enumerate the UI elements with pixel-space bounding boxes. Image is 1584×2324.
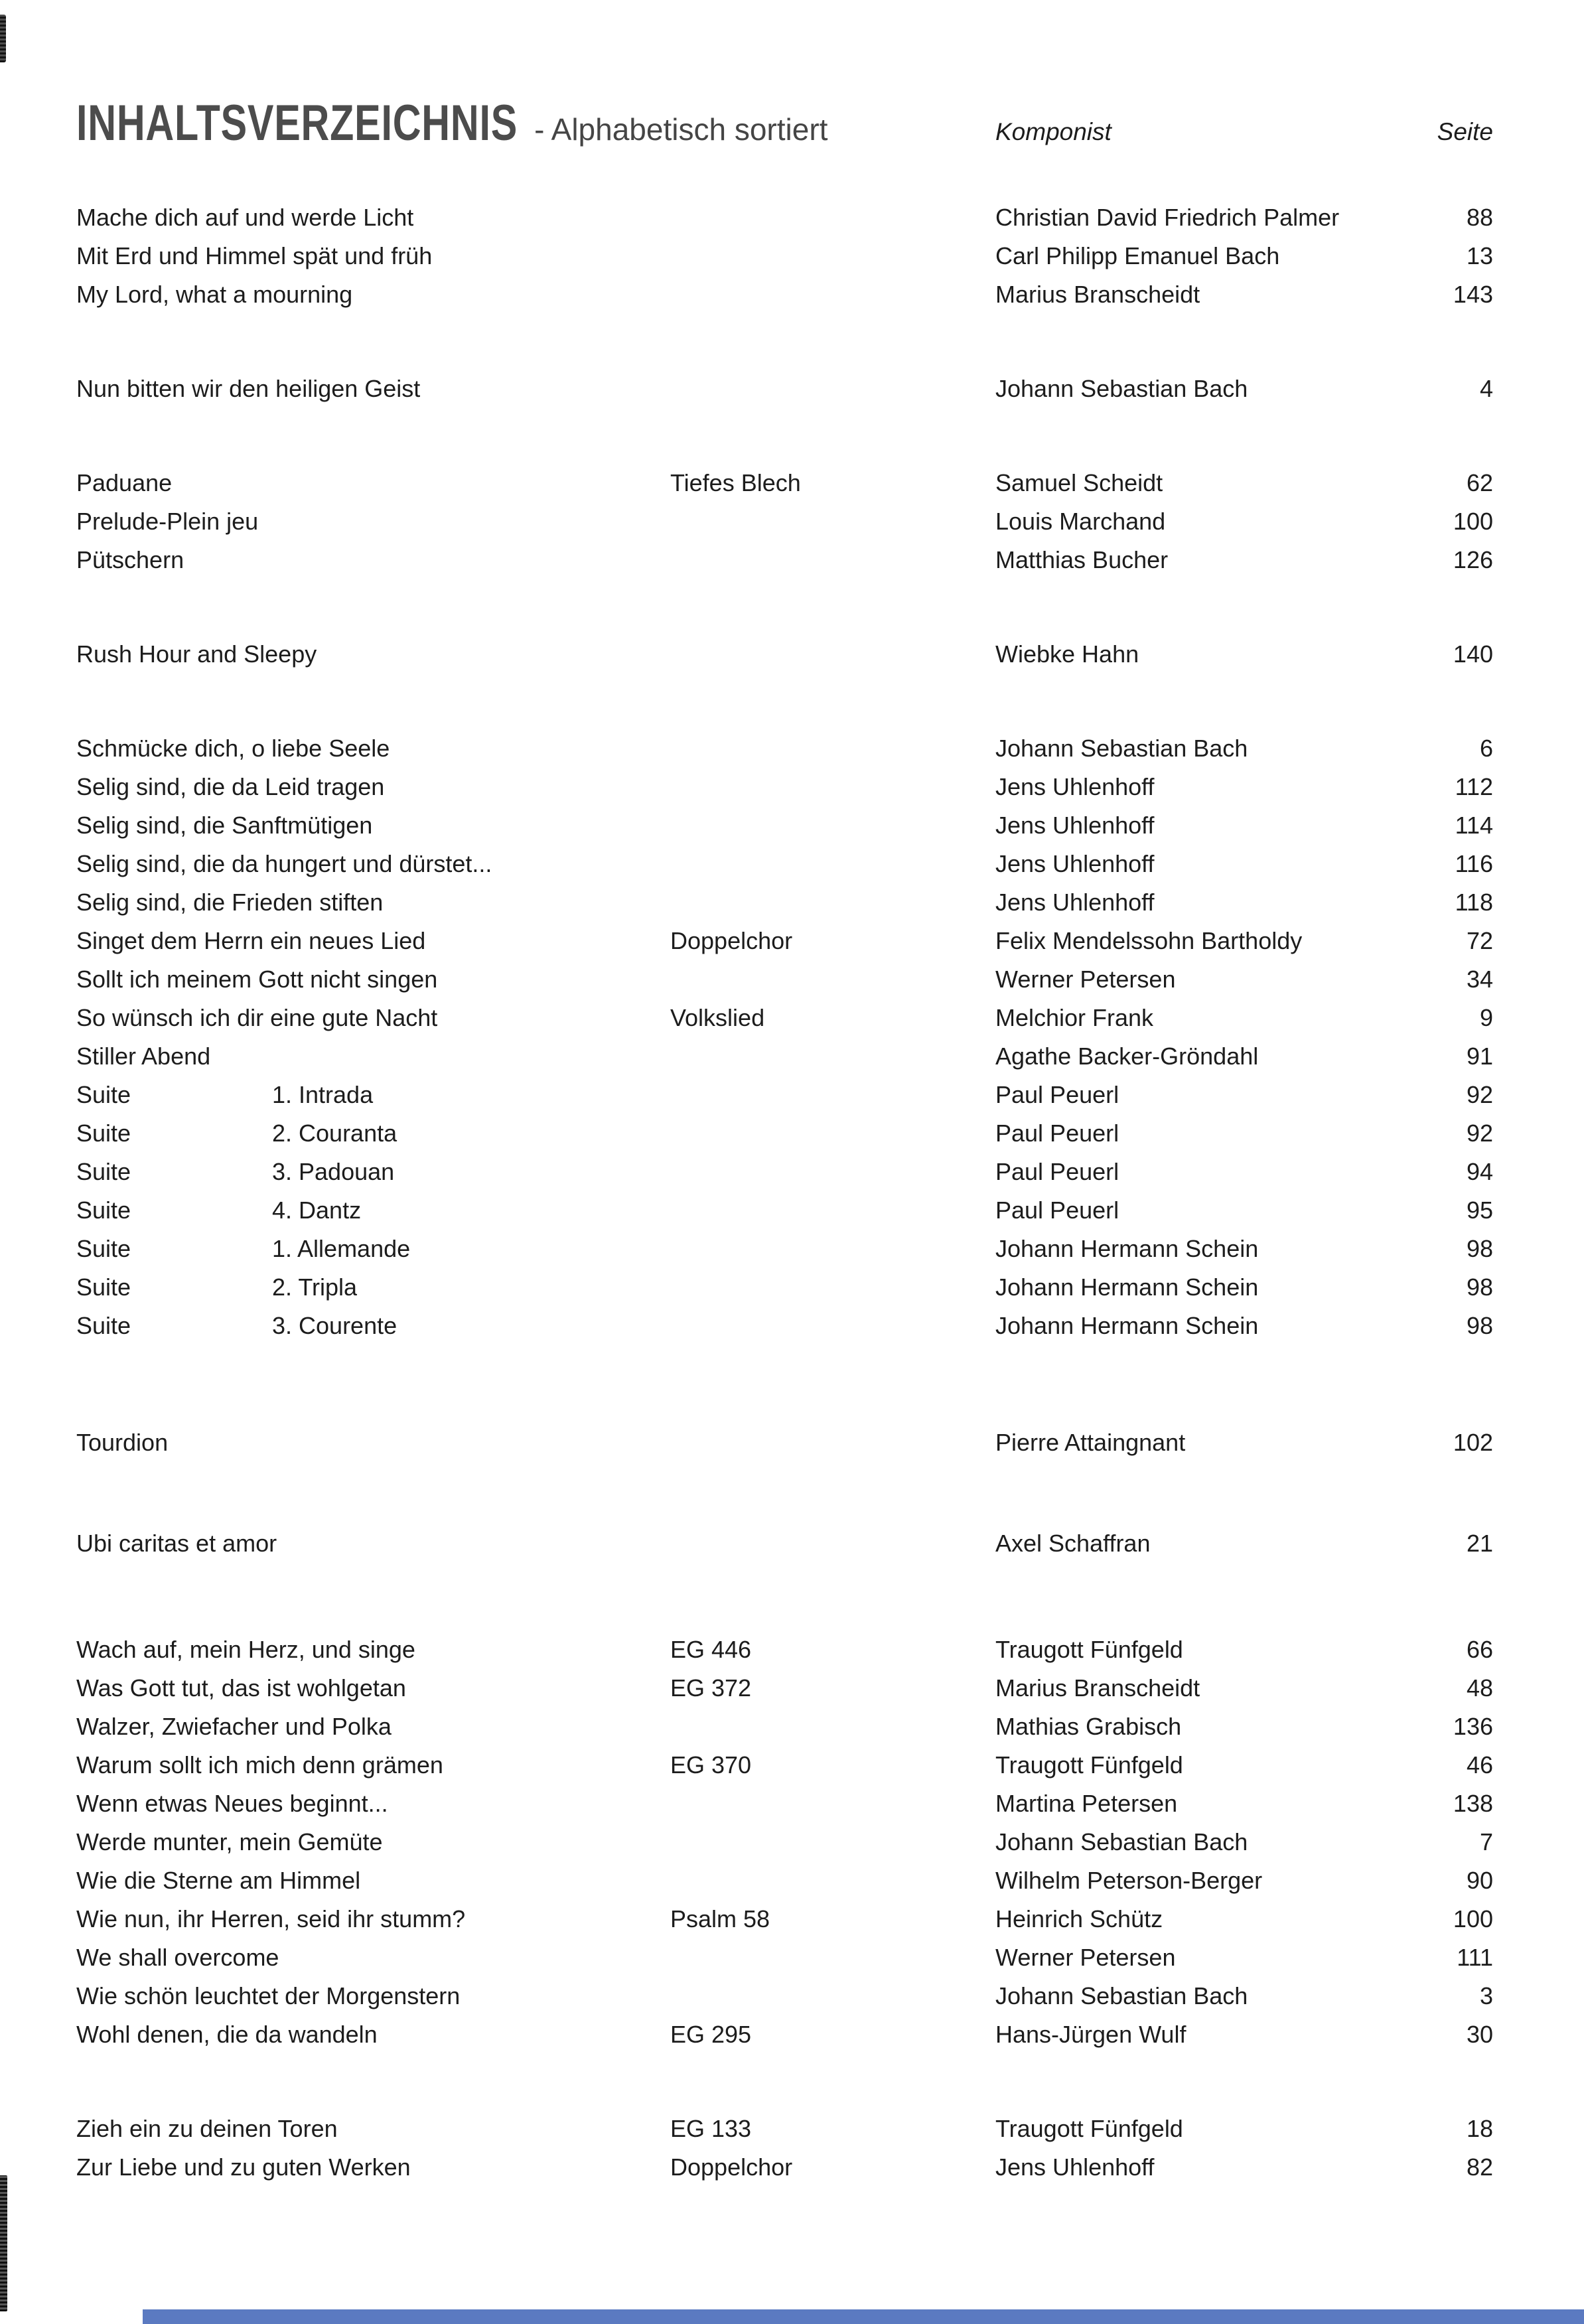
toc-row-composer: Axel Schaffran — [995, 1530, 1151, 1557]
toc-row — [76, 960, 1493, 999]
toc-row-title-cell — [76, 1823, 670, 1861]
toc-row-page: 30 — [1466, 2021, 1493, 2048]
toc-row-page: 21 — [1466, 1530, 1493, 1557]
toc-row-movement: 3. Padouan — [272, 1158, 395, 1185]
toc-row-note: EG 370 — [670, 1751, 752, 1779]
toc-row-composer: Mathias Grabisch — [995, 1713, 1182, 1740]
toc-row-title: Stiller Abend — [76, 1043, 211, 1070]
toc-row-composer: Paul Peuerl — [995, 1081, 1119, 1108]
toc-row-composer: Jens Uhlenhoff — [995, 850, 1155, 877]
toc-row — [76, 275, 1493, 314]
toc-row-title-cell — [76, 635, 670, 674]
toc-row — [76, 464, 1493, 502]
scan-artifact-bottom-left — [0, 2175, 7, 2311]
toc-row-title: Suite — [76, 1158, 131, 1185]
toc-row-title: Wach auf, mein Herz, und singe — [76, 1636, 415, 1663]
toc-row-composer: Traugott Fünfgeld — [995, 1751, 1183, 1779]
toc-row-title-cell — [76, 1524, 670, 1563]
toc-row-title: Paduane — [76, 469, 173, 496]
toc-row-page: 98 — [1466, 1273, 1493, 1301]
toc-row-composer: Johann Sebastian Bach — [995, 1828, 1248, 1855]
toc-row-title: Wohl denen, die da wandeln — [76, 2021, 378, 2048]
toc-row-title: Tourdion — [76, 1429, 169, 1456]
toc-row-title-cell — [76, 1938, 670, 1977]
toc-row — [76, 1230, 1493, 1268]
toc-row-title: Selig sind, die Frieden stiften — [76, 889, 384, 916]
toc-row-title-cell — [76, 198, 670, 237]
toc-row-title: Schmücke dich, o liebe Seele — [76, 735, 390, 762]
toc-row-title-cell — [76, 237, 670, 275]
toc-row — [76, 729, 1493, 768]
toc-row-composer: Felix Mendelssohn Bartholdy — [995, 927, 1303, 954]
page-header — [76, 94, 1493, 152]
toc-row — [76, 635, 1493, 674]
toc-row-page: 90 — [1466, 1867, 1493, 1894]
toc-row-composer: Paul Peuerl — [995, 1120, 1119, 1147]
toc-row-page: 98 — [1466, 1235, 1493, 1262]
toc-row-page: 66 — [1466, 1636, 1493, 1663]
toc-row-composer: Marius Branscheidt — [995, 1674, 1200, 1702]
toc-row-title-cell — [76, 1307, 670, 1345]
toc-row-title-cell — [76, 2015, 670, 2054]
footer-accent-bar — [143, 2309, 1584, 2324]
toc-row-composer: Louis Marchand — [995, 508, 1166, 535]
toc-row-note: Volkslied — [670, 1004, 765, 1031]
toc-row — [76, 237, 1493, 275]
toc-group — [76, 464, 1493, 579]
toc-row-title: Walzer, Zwiefacher und Polka — [76, 1713, 392, 1740]
toc-row-movement: 3. Courente — [272, 1312, 397, 1339]
toc-row-page: 118 — [1455, 889, 1493, 916]
page-subtitle: - Alphabetisch sortiert — [534, 112, 828, 147]
toc-row-composer: Heinrich Schütz — [995, 1905, 1163, 1932]
toc-row — [76, 541, 1493, 579]
toc-row-composer: Hans-Jürgen Wulf — [995, 2021, 1187, 2048]
toc-row — [76, 2015, 1493, 2054]
toc-row-title-cell — [76, 541, 670, 579]
toc-row-title: Suite — [76, 1120, 131, 1147]
toc-row-title: Selig sind, die da hungert und dürstet... — [76, 850, 492, 877]
toc-groups — [76, 198, 1493, 2187]
toc-row-title-cell — [76, 1977, 670, 2015]
toc-row-note: EG 133 — [670, 2115, 752, 2142]
toc-row — [76, 883, 1493, 922]
toc-row-title-cell — [76, 1076, 670, 1114]
toc-row-movement: 1. Allemande — [272, 1235, 411, 1262]
toc-row-composer: Carl Philipp Emanuel Bach — [995, 242, 1280, 269]
toc-row-note: EG 295 — [670, 2021, 752, 2048]
toc-row-title-cell — [76, 275, 670, 314]
page-title-block — [76, 94, 995, 152]
toc-row-page: 3 — [1479, 1982, 1493, 2009]
toc-group — [76, 198, 1493, 314]
toc-row-title: Suite — [76, 1197, 131, 1224]
toc-row — [76, 1307, 1493, 1345]
toc-row-page: 114 — [1455, 812, 1493, 839]
toc-row-page: 91 — [1466, 1043, 1493, 1070]
toc-row — [76, 1900, 1493, 1938]
toc-row-title: Suite — [76, 1235, 131, 1262]
toc-row-page: 92 — [1466, 1120, 1493, 1147]
toc-row-title: We shall overcome — [76, 1944, 279, 1971]
toc-row-title: Mit Erd und Himmel spät und früh — [76, 242, 433, 269]
toc-row — [76, 198, 1493, 237]
toc-row-page: 88 — [1466, 204, 1493, 231]
toc-row-composer: Johann Sebastian Bach — [995, 375, 1248, 402]
toc-row-title-cell — [76, 1861, 670, 1900]
toc-row-title: Zieh ein zu deinen Toren — [76, 2115, 338, 2142]
toc-row — [76, 1114, 1493, 1153]
toc-row — [76, 1746, 1493, 1784]
toc-row-page: 13 — [1466, 242, 1493, 269]
toc-row — [76, 768, 1493, 806]
toc-row-page: 111 — [1457, 1944, 1493, 1971]
toc-row-title: Mache dich auf und werde Licht — [76, 204, 414, 231]
toc-row-page: 4 — [1479, 375, 1493, 402]
toc-row-page: 136 — [1453, 1713, 1493, 1740]
toc-row-composer: Martina Petersen — [995, 1790, 1178, 1817]
toc-row-page: 7 — [1479, 1828, 1493, 1855]
toc-row-title-cell — [76, 960, 670, 999]
toc-row-composer: Pierre Attaingnant — [995, 1429, 1186, 1456]
toc-row-title-cell — [76, 729, 670, 768]
toc-row — [76, 2110, 1493, 2148]
toc-row-movement: 2. Couranta — [272, 1120, 397, 1147]
toc-row-title-cell — [76, 1153, 670, 1191]
toc-row-title-cell — [76, 1900, 670, 1938]
toc-row-composer: Johann Hermann Schein — [995, 1312, 1259, 1339]
toc-row-page: 143 — [1453, 281, 1493, 308]
toc-row-note: Psalm 58 — [670, 1905, 770, 1932]
toc-row-title-cell — [76, 1707, 670, 1746]
toc-row-note: Doppelchor — [670, 2153, 793, 2181]
toc-row — [76, 1524, 1493, 1563]
toc-row-page: 92 — [1466, 1081, 1493, 1108]
toc-row — [76, 1784, 1493, 1823]
toc-row-title-cell — [76, 1746, 670, 1784]
toc-row-title-cell — [76, 502, 670, 541]
toc-row-title: My Lord, what a mourning — [76, 281, 353, 308]
toc-row-composer: Werner Petersen — [995, 1944, 1176, 1971]
toc-row-title-cell — [76, 883, 670, 922]
toc-row-title-cell — [76, 2148, 670, 2187]
toc-row-composer: Traugott Fünfgeld — [995, 1636, 1183, 1663]
toc-row-page: 18 — [1466, 2115, 1493, 2142]
toc-row — [76, 2148, 1493, 2187]
toc-group — [76, 635, 1493, 674]
toc-row — [76, 1707, 1493, 1746]
toc-row-composer: Werner Petersen — [995, 966, 1176, 993]
toc-row-composer: Melchior Frank — [995, 1004, 1154, 1031]
toc-row-title: Wie die Sterne am Himmel — [76, 1867, 361, 1894]
toc-row-page: 95 — [1466, 1197, 1493, 1224]
toc-row-composer: Samuel Scheidt — [995, 469, 1163, 496]
page-title: INHALTSVERZEICHNIS — [76, 95, 518, 151]
toc-row-title: Was Gott tut, das ist wohlgetan — [76, 1674, 406, 1702]
toc-row-page: 126 — [1453, 546, 1493, 573]
toc-row-title: Selig sind, die da Leid tragen — [76, 773, 385, 800]
toc-row-movement: 2. Tripla — [272, 1273, 358, 1301]
toc-row-title: Suite — [76, 1081, 131, 1108]
toc-row-movement: 4. Dantz — [272, 1197, 362, 1224]
toc-row — [76, 1076, 1493, 1114]
toc-row-page: 102 — [1453, 1429, 1493, 1456]
toc-row-title-cell — [76, 370, 670, 408]
toc-row-title: Prelude-Plein jeu — [76, 508, 259, 535]
toc-row — [76, 999, 1493, 1037]
toc-row-title: Suite — [76, 1273, 131, 1301]
toc-group — [76, 729, 1493, 1345]
toc-row-composer: Traugott Fünfgeld — [995, 2115, 1183, 2142]
toc-row-page: 48 — [1466, 1674, 1493, 1702]
toc-row-title-cell — [76, 2110, 670, 2148]
toc-row-title: Selig sind, die Sanftmütigen — [76, 812, 373, 839]
toc-group — [76, 2110, 1493, 2187]
toc-row — [76, 370, 1493, 408]
toc-row — [76, 1037, 1493, 1076]
toc-group — [76, 1631, 1493, 2054]
toc-row-note: Tiefes Blech — [670, 469, 801, 496]
toc-row — [76, 1861, 1493, 1900]
toc-row-title-cell — [76, 1784, 670, 1823]
toc-row-title: Warum sollt ich mich denn grämen — [76, 1751, 443, 1779]
toc-row — [76, 1268, 1493, 1307]
toc-row-page: 116 — [1455, 850, 1493, 877]
toc-row-title-cell — [76, 1191, 670, 1230]
toc-row-composer: Marius Branscheidt — [995, 281, 1200, 308]
toc-row-page: 72 — [1466, 927, 1493, 954]
toc-row-page: 138 — [1453, 1790, 1493, 1817]
toc-group — [76, 370, 1493, 408]
toc-row-title-cell — [76, 1631, 670, 1669]
toc-row-title-cell — [76, 768, 670, 806]
toc-row-composer: Jens Uhlenhoff — [995, 773, 1155, 800]
toc-row-title-cell — [76, 1423, 670, 1462]
toc-row-title: Nun bitten wir den heiligen Geist — [76, 375, 421, 402]
toc-row-title: Suite — [76, 1312, 131, 1339]
toc-row-note: Doppelchor — [670, 927, 793, 954]
toc-row-movement: 1. Intrada — [272, 1081, 374, 1108]
toc-row-title: Sollt ich meinem Gott nicht singen — [76, 966, 438, 993]
toc-row-title: Ubi caritas et amor — [76, 1530, 277, 1557]
toc-row-page: 100 — [1453, 1905, 1493, 1932]
toc-row-page: 94 — [1466, 1158, 1493, 1185]
toc-row-composer: Jens Uhlenhoff — [995, 812, 1155, 839]
toc-group — [76, 1524, 1493, 1563]
toc-row-note: EG 372 — [670, 1674, 752, 1702]
toc-row — [76, 1669, 1493, 1707]
toc-row-title-cell — [76, 1669, 670, 1707]
toc-row-page: 82 — [1466, 2153, 1493, 2181]
toc-row-title-cell — [76, 464, 670, 502]
toc-row-page: 6 — [1479, 735, 1493, 762]
toc-row — [76, 1631, 1493, 1669]
toc-row-composer: Paul Peuerl — [995, 1158, 1119, 1185]
toc-row-note: EG 446 — [670, 1636, 752, 1663]
toc-row-title: Werde munter, mein Gemüte — [76, 1828, 383, 1855]
toc-row — [76, 1191, 1493, 1230]
toc-row — [76, 806, 1493, 845]
toc-row-title: So wünsch ich dir eine gute Nacht — [76, 1004, 438, 1031]
column-header-seite: Seite — [1437, 118, 1493, 145]
toc-row — [76, 502, 1493, 541]
toc-row-title: Rush Hour and Sleepy — [76, 640, 317, 668]
toc-row-page: 34 — [1466, 966, 1493, 993]
toc-row — [76, 1977, 1493, 2015]
toc-row-composer: Jens Uhlenhoff — [995, 889, 1155, 916]
toc-row-title-cell — [76, 845, 670, 883]
toc-row — [76, 1423, 1493, 1462]
toc-row-title-cell — [76, 1114, 670, 1153]
toc-row-composer: Agathe Backer-Gröndahl — [995, 1043, 1259, 1070]
toc-row-title: Wie schön leuchtet der Morgenstern — [76, 1982, 461, 2009]
toc-row-composer: Matthias Bucher — [995, 546, 1169, 573]
toc-row-page: 62 — [1466, 469, 1493, 496]
toc-row-composer: Johann Sebastian Bach — [995, 1982, 1248, 2009]
toc-row-composer: Wiebke Hahn — [995, 640, 1139, 668]
toc-row-title: Wie nun, ihr Herren, seid ihr stumm? — [76, 1905, 466, 1932]
toc-row-composer: Johann Sebastian Bach — [995, 735, 1248, 762]
toc-row-page: 9 — [1479, 1004, 1493, 1031]
toc-row-title-cell — [76, 1268, 670, 1307]
toc-row-composer: Jens Uhlenhoff — [995, 2153, 1155, 2181]
toc-row-composer: Wilhelm Peterson-Berger — [995, 1867, 1263, 1894]
toc-row-title-cell — [76, 999, 670, 1037]
toc-row-page: 100 — [1453, 508, 1493, 535]
toc-row-title-cell — [76, 1037, 670, 1076]
toc-row — [76, 922, 1493, 960]
toc-row-title: Wenn etwas Neues beginnt... — [76, 1790, 388, 1817]
toc-row — [76, 1823, 1493, 1861]
toc-row-composer: Paul Peuerl — [995, 1197, 1119, 1224]
toc-row — [76, 1153, 1493, 1191]
column-header-komponist: Komponist — [995, 118, 1112, 145]
toc-row-title: Singet dem Herrn ein neues Lied — [76, 927, 426, 954]
toc-row-composer: Johann Hermann Schein — [995, 1273, 1259, 1301]
toc-row-title-cell — [76, 806, 670, 845]
toc-page — [0, 94, 1584, 2187]
toc-row — [76, 845, 1493, 883]
toc-row-composer: Christian David Friedrich Palmer — [995, 204, 1340, 231]
toc-row-page: 140 — [1453, 640, 1493, 668]
toc-row-page: 112 — [1455, 773, 1493, 800]
toc-row-page: 46 — [1466, 1751, 1493, 1779]
toc-row-title: Pütschern — [76, 546, 184, 573]
toc-row — [76, 1938, 1493, 1977]
toc-group — [76, 1423, 1493, 1462]
toc-row-composer: Johann Hermann Schein — [995, 1235, 1259, 1262]
scan-artifact-top-left — [0, 15, 6, 62]
toc-row-title-cell — [76, 1230, 670, 1268]
toc-row-title-cell — [76, 922, 670, 960]
toc-row-page: 98 — [1466, 1312, 1493, 1339]
toc-row-title: Zur Liebe und zu guten Werken — [76, 2153, 411, 2181]
